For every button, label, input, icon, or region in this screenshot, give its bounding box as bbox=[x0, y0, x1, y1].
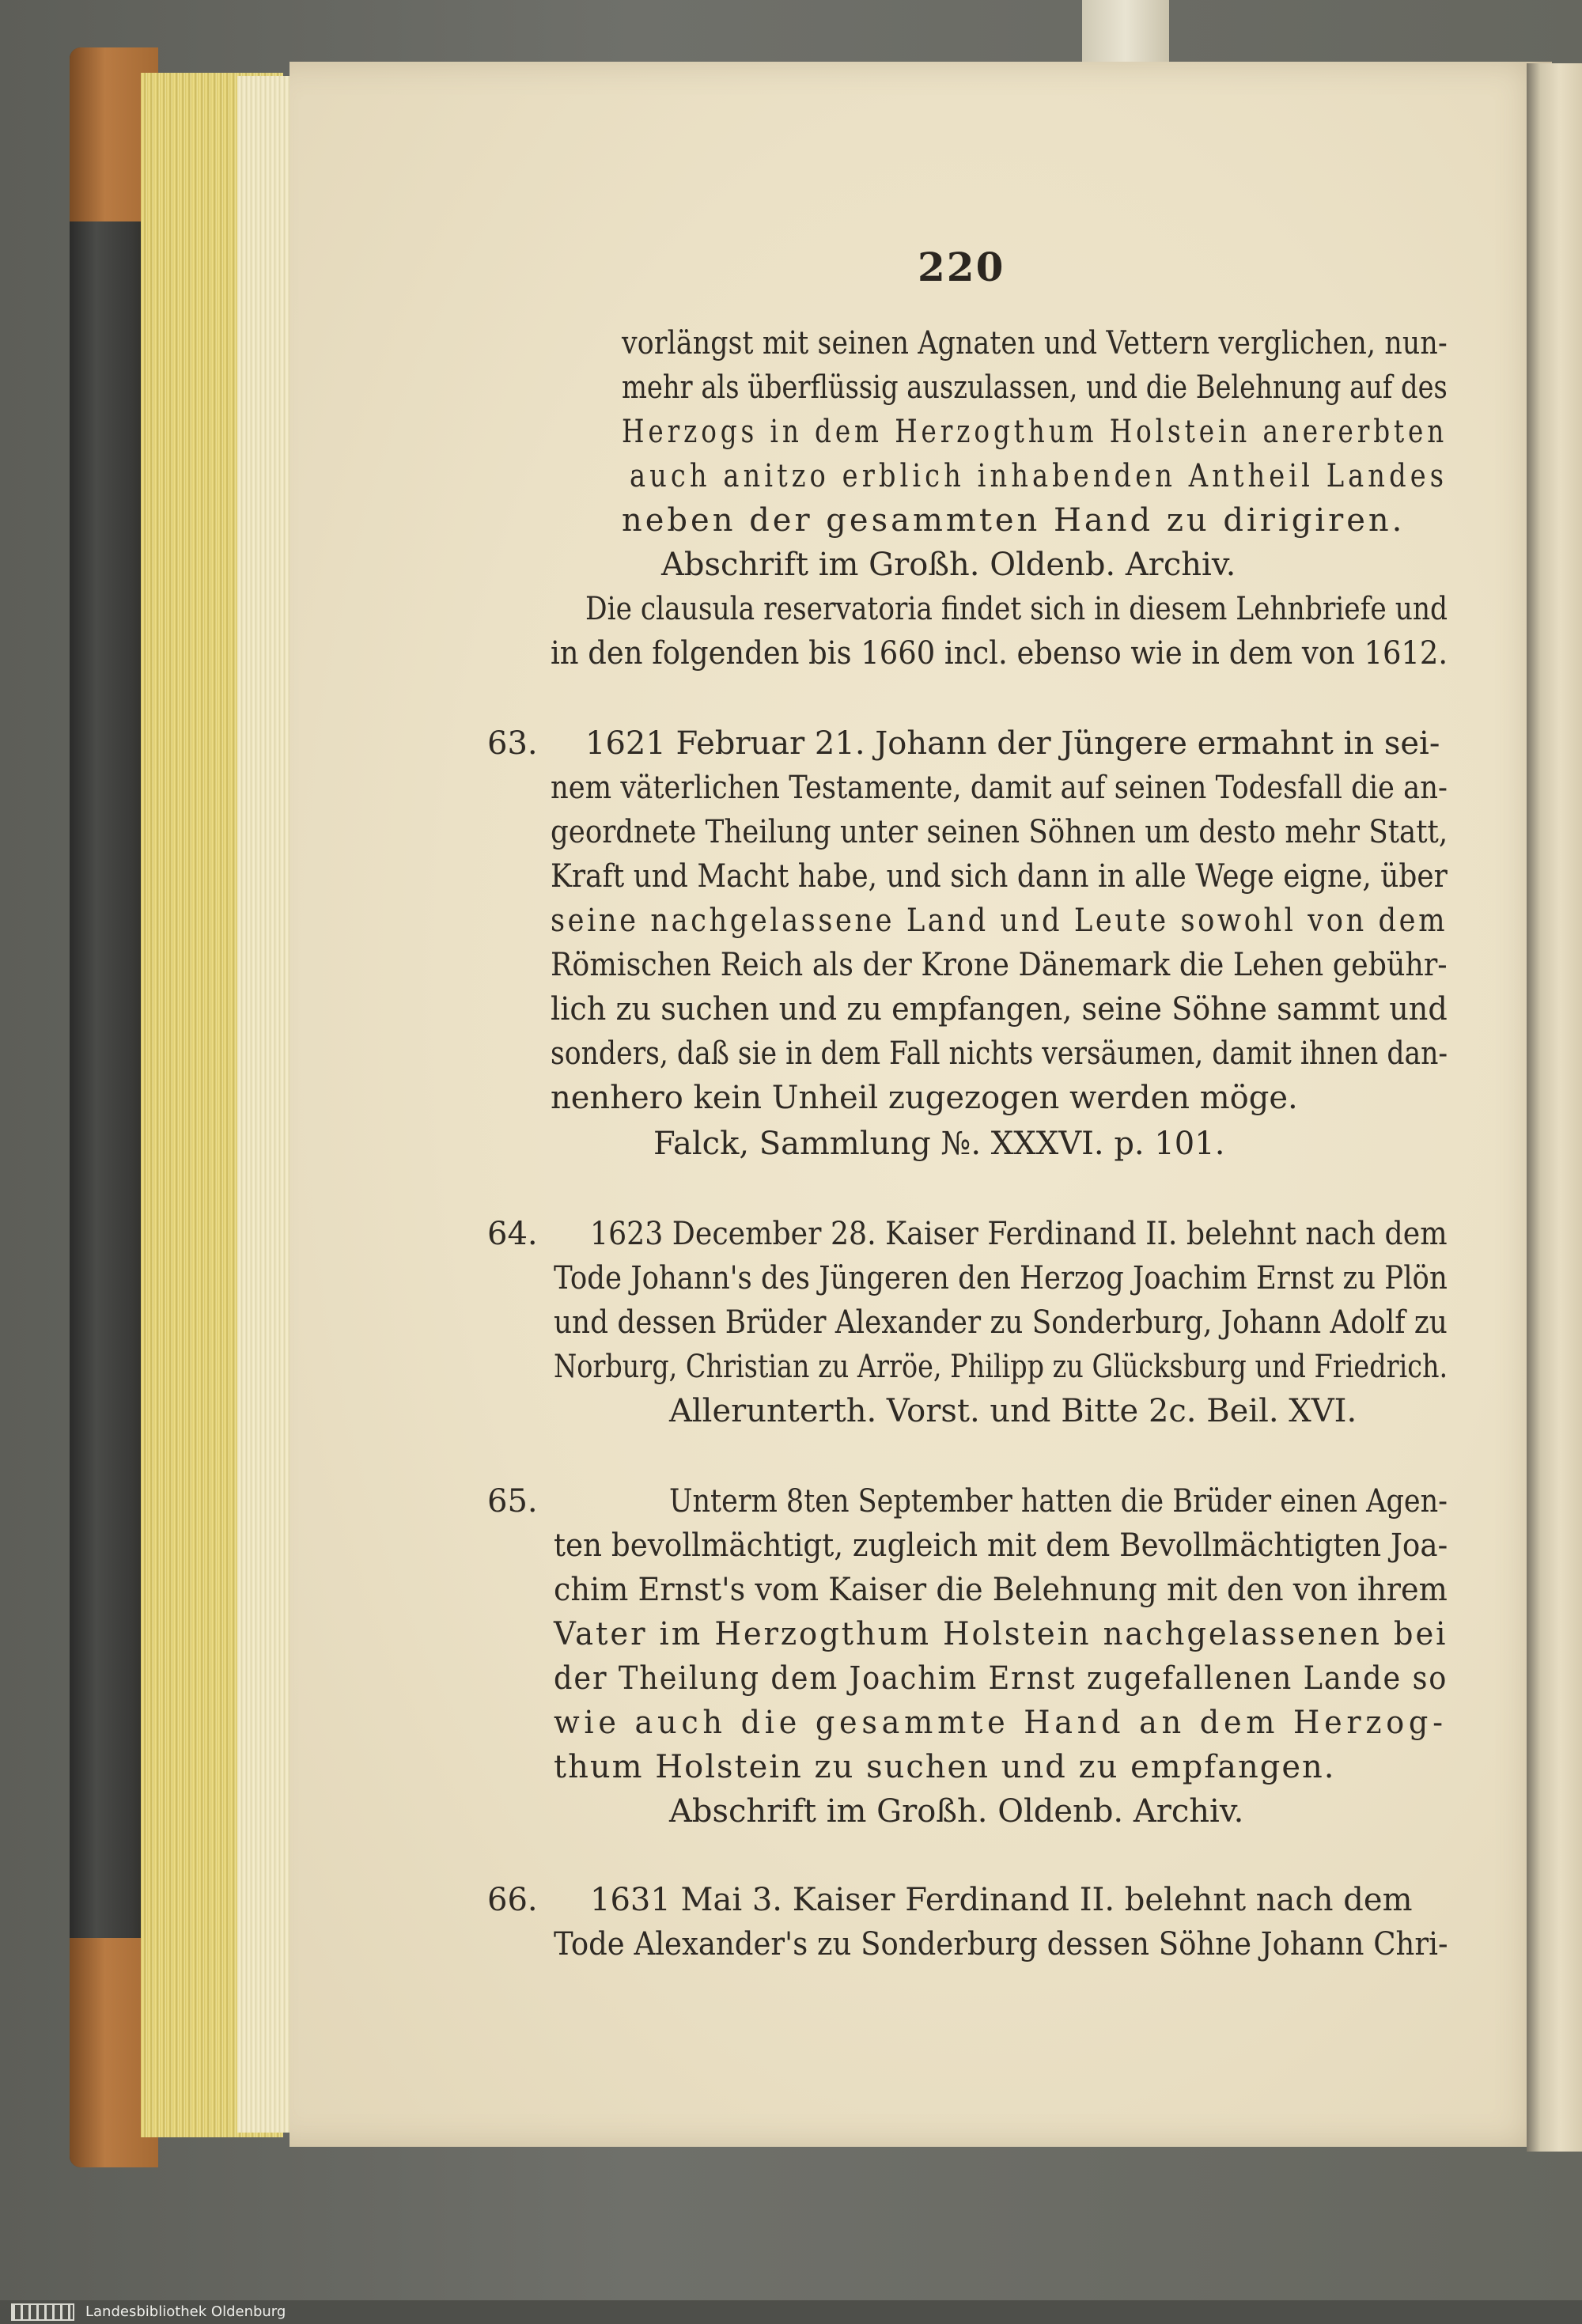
entry-number: 65. bbox=[487, 1483, 538, 1520]
entry-number: 64. bbox=[487, 1216, 538, 1252]
text-line: 1621 Februar 21. Johann der Jüngere ermahnt in sei- bbox=[585, 725, 1440, 762]
text-line: wie auch die gesammte Hand an dem Herzog- bbox=[554, 1705, 1448, 1741]
text-line: Herzogs in dem Herzogthum Holstein anererbten bbox=[622, 414, 1448, 450]
entry-number: 66. bbox=[487, 1882, 538, 1918]
text-line: Tode Alexander's zu Sonderburg dessen Söhne Johann Chri- bbox=[554, 1926, 1448, 1963]
text-line: 1623 December 28. Kaiser Ferdinand II. belehnt nach dem bbox=[590, 1216, 1448, 1252]
text-line: 1631 Mai 3. Kaiser Ferdinand II. belehnt nach dem bbox=[590, 1882, 1413, 1918]
text-line: geordnete Theilung unter seinen Söhnen um desto mehr Statt, bbox=[551, 814, 1448, 850]
text-line: vorlängst mit seinen Agnaten und Vettern verglichen, nun- bbox=[622, 325, 1448, 361]
text-line: thum Holstein zu suchen und zu empfangen. bbox=[554, 1749, 1336, 1785]
text-line: Falck, Sammlung №. XXXVI. p. 101. bbox=[653, 1126, 1225, 1162]
text-line: in den folgenden bis 1660 incl. ebenso wie in dem von 1612. bbox=[551, 635, 1448, 672]
text-line: Allerunterth. Vorst. und Bitte 2c. Beil. XVI. bbox=[669, 1393, 1357, 1429]
text-line: der Theilung dem Joachim Ernst zugefallenen Lande so bbox=[554, 1660, 1448, 1697]
text-line: Abschrift im Großh. Oldenb. Archiv. bbox=[661, 547, 1236, 583]
text-line: Römischen Reich als der Krone Dänemark die Lehen gebühr- bbox=[551, 947, 1448, 983]
text-line: Unterm 8ten September hatten die Brüder einen Agen- bbox=[669, 1483, 1448, 1520]
text-line: seine nachgelassene Land und Leute sowohl von dem bbox=[551, 903, 1448, 939]
text-line: und dessen Brüder Alexander zu Sonderburg, Johann Adolf zu bbox=[554, 1304, 1448, 1341]
text-line: Kraft und Macht habe, und sich dann in alle Wege eigne, über bbox=[551, 858, 1448, 895]
text-line: chim Ernst's vom Kaiser die Belehnung mit den von ihrem bbox=[554, 1572, 1448, 1608]
text-line: sonders, daß sie in dem Fall nichts versäumen, damit ihnen dan- bbox=[551, 1035, 1448, 1072]
text-line: mehr als überflüssig auszulassen, und die Belehnung auf des bbox=[622, 369, 1448, 406]
text-line: auch anitzo erblich inhabenden Antheil Landes bbox=[630, 458, 1448, 494]
text-line: Norburg, Christian zu Arröe, Philipp zu Glücksburg und Friedrich. bbox=[554, 1349, 1448, 1385]
text-line: Tode Johann's des Jüngeren den Herzog Joachim Ernst zu Plön bbox=[554, 1260, 1448, 1296]
text-line: Die clausula reservatoria findet sich in diesem Lehnbriefe und bbox=[585, 591, 1448, 627]
library-name: Landesbibliothek Oldenburg bbox=[85, 2303, 286, 2320]
page-number: 220 bbox=[918, 244, 1005, 290]
library-logo-icon bbox=[11, 2303, 74, 2321]
text-line: neben der gesammten Hand zu dirigiren. bbox=[622, 502, 1406, 539]
text-line: Abschrift im Großh. Oldenb. Archiv. bbox=[669, 1793, 1244, 1830]
text-line: ten bevollmächtigt, zugleich mit dem Bevollmächtigten Joa- bbox=[554, 1527, 1448, 1564]
text-line: nem väterlichen Testamente, damit auf seinen Todesfall die an- bbox=[551, 770, 1448, 806]
text-line: Vater im Herzogthum Holstein nachgelassenen bei bbox=[554, 1616, 1448, 1652]
text-line: nenhero kein Unheil zugezogen werden möge. bbox=[551, 1080, 1298, 1116]
text-line: lich zu suchen und zu empfangen, seine Söhne sammt und bbox=[551, 991, 1448, 1028]
entry-number: 63. bbox=[487, 725, 538, 762]
